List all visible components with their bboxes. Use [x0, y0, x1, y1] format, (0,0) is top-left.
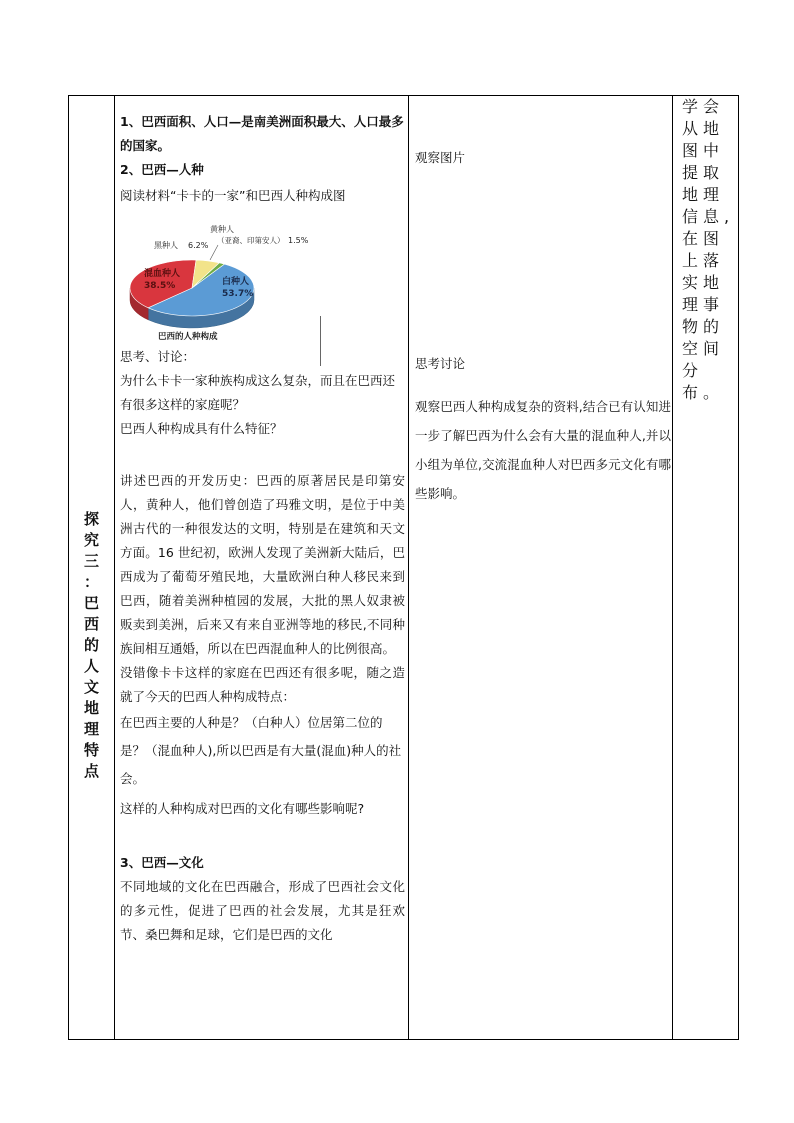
history-paragraph: 讲述巴西的开发历史：巴西的原著居民是印第安人，黄种人，他们曾创造了玛雅文明，是位于中美洲古代的一种很发达的文明，特别是在建筑和天文方面。16 世纪初，欧洲人发现了美洲新大陆后，巴西成为了葡萄牙殖民地，大量欧洲白种人移民来到巴西，随着美洲种植园的发展，大批的黑人奴隶被贩卖到美洲，后来又有来自亚洲等地的移民,不同种族间相互通婚，所以在巴西混血种人的比例很高。 — [120, 473, 405, 656]
chart-label: 38.5% — [144, 281, 176, 291]
reading-instruction: 阅读材料“卡卡的一家”和巴西人种构成图 — [120, 188, 346, 203]
section-title-char: 三 — [83, 552, 99, 570]
lesson-table — [68, 95, 739, 1040]
column-divider — [672, 96, 673, 1039]
main-race-question: 在巴西主要的人种是？（白种人）位居第二位的是？（混血种人),所以巴西是有大量(混血)种人的社会。 — [120, 715, 402, 786]
student-task: 观察巴西人种构成复杂的资料,结合已有认知进一步了解巴西为什么会有大量的混血种人,并以小组为单位,交流混血种人对巴西多元文化有哪些影响。 — [415, 399, 671, 501]
culture-effect-question: 这样的人种构成对巴西的文化有哪些影响呢? — [120, 801, 365, 816]
student-discuss: 思考讨论 — [415, 356, 466, 371]
chart-label: 巴西的人种构成 — [158, 332, 218, 342]
column-divider — [408, 96, 409, 1039]
chart-label: （亚裔、印第安人） — [217, 236, 285, 245]
teacher-activity-column — [120, 110, 405, 947]
point-3-heading: 3、巴西—文化 — [120, 855, 204, 870]
section-title-char: 特 — [83, 741, 99, 759]
column-divider — [114, 96, 115, 1039]
point-2-heading: 2、巴西—人种 — [120, 162, 204, 177]
kaka-family-paragraph: 没错像卡卡这样的家庭在巴西还有很多呢，随之造就了今天的巴西人种构成特点： — [120, 665, 405, 704]
section-title-char: 探 — [83, 510, 99, 528]
section-title-char: 的 — [83, 636, 99, 654]
section-title-char: 文 — [83, 678, 99, 696]
chart-label: 1.5% — [288, 236, 309, 245]
section-title-char: 究 — [83, 531, 99, 549]
chart-label: 黑种人 — [154, 241, 178, 250]
section-title-column — [69, 96, 114, 1039]
think-label: 思考、讨论： — [120, 349, 196, 364]
section-title-char: 巴 — [83, 594, 99, 612]
chart-label: 混血种人 — [144, 269, 181, 279]
population-pie-chart — [120, 218, 330, 343]
chart-leader-line — [210, 245, 218, 260]
chart-label: 白种人 — [222, 277, 250, 287]
culture-paragraph: 不同地域的文化在巴西融合，形成了巴西社会文化的多元性，促进了巴西的社会发展，尤其是狂欢节、桑巴舞和足球，它们是巴西的文化 — [120, 879, 405, 942]
question-2: 巴西人种构成具有什么特征？ — [120, 421, 283, 436]
chart-label: 黄种人 — [210, 225, 234, 234]
pie-chart-svg — [120, 218, 330, 343]
section-title-char: 西 — [83, 615, 99, 633]
section-title-char: 地 — [83, 699, 99, 717]
design-intent-text: 学会从地图中提取地理信息,在图上落实地理事物的空间分布。 — [682, 97, 735, 402]
design-intent-column — [678, 96, 736, 404]
student-observe: 观察图片 — [415, 150, 466, 165]
section-title-char: 点 — [83, 762, 99, 780]
section-title-char: 人 — [83, 657, 99, 675]
chart-label: 53.7% — [222, 289, 254, 299]
chart-label: 6.2% — [188, 241, 209, 250]
section-title-char: ： — [83, 573, 99, 591]
section-title — [69, 509, 114, 782]
student-activity-column — [415, 146, 671, 508]
question-1: 为什么卡卡一家种族构成这么复杂，而且在巴西还有很多这样的家庭呢？ — [120, 373, 396, 412]
point-1-area-population: 1、巴西面积、人口—是南美洲面积最大、人口最多的国家。 — [120, 114, 404, 153]
section-title-char: 理 — [83, 720, 99, 738]
chart-divider-line — [320, 316, 321, 366]
